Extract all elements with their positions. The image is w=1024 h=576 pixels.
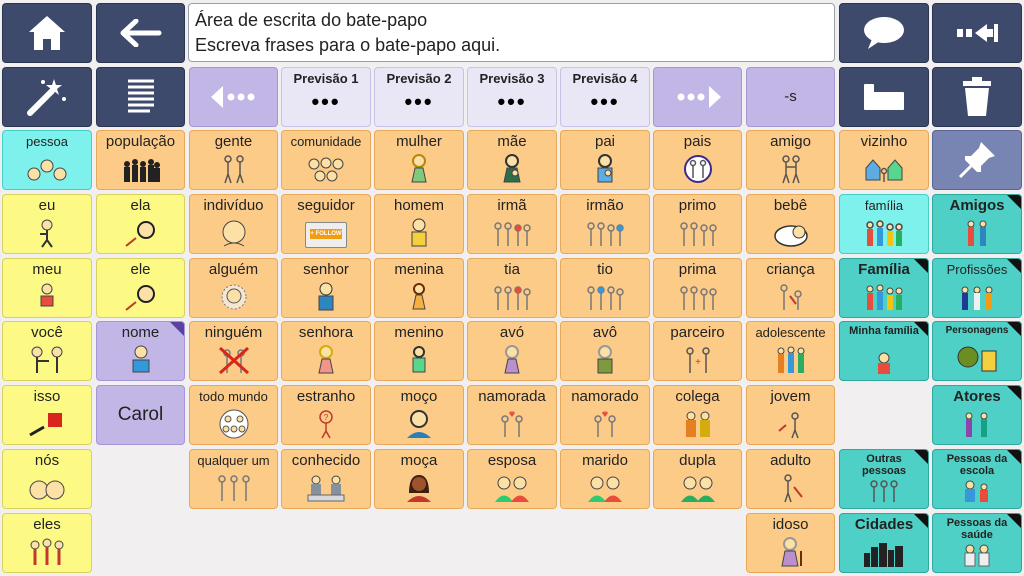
folder-amigos-label: Amigos — [949, 197, 1005, 214]
cell-irmao[interactable] — [560, 194, 650, 254]
folder-atores-label: Atores — [953, 388, 1001, 405]
colleagues-icon — [681, 409, 715, 439]
child-icon — [774, 282, 808, 312]
cell-comunidade-label: comunidade — [290, 134, 362, 149]
pin-button[interactable] — [932, 130, 1022, 190]
cell-eles-label: eles — [33, 516, 61, 533]
cell-tia[interactable] — [467, 258, 557, 318]
cell-ele[interactable] — [96, 258, 185, 318]
acquaintance-icon — [306, 473, 346, 503]
sister-family-icon — [492, 218, 532, 248]
cell-isso-label: isso — [33, 388, 61, 405]
folder-corner-icon — [914, 259, 928, 273]
nobody-crossed-icon — [217, 345, 251, 375]
cell-primo-label: primo — [678, 197, 717, 214]
cell-mulher-label: mulher — [396, 133, 442, 150]
folder-corner-icon — [1007, 450, 1021, 464]
cell-nome-label: nome — [121, 324, 160, 341]
cell-menina[interactable] — [374, 258, 464, 318]
neighbor-houses-icon — [864, 154, 904, 184]
lady-icon — [314, 345, 338, 375]
cell-primo[interactable] — [653, 194, 742, 254]
school-people-icon — [960, 479, 994, 503]
cell-colega[interactable] — [653, 385, 742, 445]
cell-seguidor[interactable] — [281, 194, 371, 254]
cell-senhor-label: senhor — [303, 261, 349, 278]
cell-alguem-label: alguém — [208, 261, 259, 278]
two-faces-icon — [27, 477, 67, 503]
cell-nome[interactable] — [96, 321, 185, 381]
cell-parceiro-label: parceiro — [670, 324, 725, 341]
boyfriend-icon — [588, 409, 622, 439]
cell-vizinho[interactable] — [839, 130, 929, 190]
cell-comunidade[interactable] — [281, 130, 371, 190]
folder-profissoes[interactable] — [932, 258, 1022, 318]
partner-icon — [681, 345, 715, 375]
cell-moca[interactable] — [374, 449, 464, 509]
prediction-1-dots: ••• — [311, 89, 341, 114]
point-girl-icon — [124, 218, 158, 248]
folder-outras-pessoas-label: Outras pessoas — [861, 453, 907, 477]
chat-area-title: Área de escrita do bate-papo — [195, 10, 428, 30]
cell-ninguem[interactable] — [189, 321, 278, 381]
delete-button[interactable] — [932, 67, 1022, 127]
cell-meu[interactable] — [2, 258, 92, 318]
cell-familia-label: família — [864, 198, 904, 213]
folder-corner-icon — [914, 450, 928, 464]
girl-icon — [407, 282, 431, 312]
cell-meu-label: meu — [32, 261, 62, 278]
folder-familia[interactable] — [839, 258, 929, 318]
cell-homem-label: homem — [393, 197, 445, 214]
magic-wand-button[interactable] — [2, 67, 92, 127]
cell-seguidor-label: seguidor — [297, 197, 355, 214]
cell-qualquer-um-label: qualquer um — [197, 453, 270, 468]
young-person-icon — [776, 409, 806, 439]
name-tag-person-icon — [127, 345, 155, 375]
parents-circle-icon — [683, 154, 713, 184]
cell-pais-label: pais — [683, 133, 712, 150]
person-holding-icon — [34, 282, 60, 312]
bald-head-icon — [220, 218, 248, 248]
backspace-button[interactable] — [932, 3, 1022, 63]
cell-todo-mundo-label: todo mundo — [199, 389, 268, 404]
folder-corner-icon — [1007, 195, 1021, 209]
uncle-family-icon — [585, 282, 625, 312]
folder-profissoes-label: Profissões — [946, 262, 1008, 277]
cell-eu-label: eu — [38, 197, 56, 214]
prediction-2-dots: ••• — [404, 89, 434, 114]
cell-adolescente-label: adolescente — [755, 325, 826, 340]
cell-familia[interactable] — [839, 194, 929, 254]
girlfriend-icon — [495, 409, 529, 439]
cell-gente-label: gente — [214, 133, 253, 150]
cell-esposa[interactable] — [467, 449, 557, 509]
cell-senhora[interactable] — [281, 321, 371, 381]
cell-isso[interactable] — [2, 385, 92, 445]
svg-text:+: + — [694, 357, 701, 368]
cell-carol[interactable] — [96, 385, 185, 445]
friends-folder-icon — [962, 218, 992, 248]
pair-icon — [678, 473, 718, 503]
point-at-object-icon — [28, 409, 66, 439]
prediction-3-label: Previsão 3 — [479, 71, 545, 86]
cell-avo-m[interactable] — [560, 321, 650, 381]
cell-carol-label: Carol — [117, 404, 164, 425]
cell-irmao-label: irmão — [586, 197, 624, 214]
cell-mae[interactable] — [467, 130, 557, 190]
folder-personagens-label: Personagens — [945, 325, 1009, 336]
group-people-icon — [27, 537, 67, 567]
my-family-icon — [873, 351, 895, 375]
cell-ninguem-label: ninguém — [204, 324, 263, 341]
cell-namorada-label: namorada — [478, 388, 546, 405]
man-icon — [407, 218, 431, 248]
folder-minha-familia[interactable] — [839, 321, 929, 381]
cell-avo-m-label: avô — [592, 324, 618, 341]
someone-face-icon — [219, 282, 249, 312]
text-lines-icon — [126, 78, 156, 116]
suffix-s-button[interactable] — [746, 67, 835, 127]
cell-senhor[interactable] — [281, 258, 371, 318]
cell-amigo[interactable] — [746, 130, 835, 190]
cell-marido[interactable] — [560, 449, 650, 509]
home-icon — [27, 14, 67, 52]
cell-adolescente[interactable] — [746, 321, 835, 381]
cell-mulher[interactable] — [374, 130, 464, 190]
cell-irma[interactable] — [467, 194, 557, 254]
pin-icon — [957, 140, 997, 180]
cousin-family-icon — [678, 218, 718, 248]
cell-voce[interactable] — [2, 321, 92, 381]
stranger-icon — [314, 409, 338, 439]
cell-bebe-label: bebê — [773, 197, 808, 214]
cell-prima[interactable] — [653, 258, 742, 318]
prediction-1-label: Previsão 1 — [293, 71, 359, 86]
prediction-1[interactable] — [281, 67, 371, 127]
cell-ela[interactable] — [96, 194, 185, 254]
folder-cidades[interactable] — [839, 513, 929, 573]
community-faces-icon — [306, 156, 346, 184]
cell-ele-label: ele — [130, 261, 151, 278]
folder-pessoas-saude[interactable] — [932, 513, 1022, 573]
cell-vizinho-label: vizinho — [860, 133, 908, 150]
person-pointing-self-icon — [34, 218, 60, 248]
cell-tio[interactable] — [560, 258, 650, 318]
keyboard-icon — [861, 83, 907, 111]
folder-pessoas-escola-label: Pessoas da escola — [946, 453, 1008, 477]
cell-menino[interactable] — [374, 321, 464, 381]
professions-icon — [957, 282, 997, 312]
cell-crianca-label: criança — [766, 261, 815, 278]
cell-amigo-label: amigo — [770, 133, 811, 150]
cell-eles[interactable] — [2, 513, 92, 573]
cell-todo-mundo[interactable] — [189, 385, 278, 445]
cell-esposa-label: esposa — [487, 452, 537, 469]
prediction-4-label: Previsão 4 — [572, 71, 638, 86]
cell-crianca[interactable] — [746, 258, 835, 318]
cell-gente[interactable] — [189, 130, 278, 190]
prediction-next-button[interactable] — [653, 67, 742, 127]
back-button[interactable] — [96, 3, 185, 63]
folder-personagens[interactable] — [932, 321, 1022, 381]
folder-pessoas-saude-label: Pessoas da saúde — [946, 517, 1008, 541]
brother-family-icon — [585, 218, 625, 248]
folder-minha-familia-label: Minha família — [849, 325, 919, 337]
crowd-silhouette-icon — [121, 156, 161, 184]
cell-colega-label: colega — [675, 388, 720, 405]
cell-avo-f[interactable] — [467, 321, 557, 381]
keyboard-button[interactable] — [839, 67, 929, 127]
husband-icon — [585, 473, 625, 503]
cell-moco-label: moço — [400, 388, 438, 405]
prediction-2[interactable] — [374, 67, 464, 127]
cell-dupla-label: dupla — [679, 452, 716, 469]
family-folder-icon — [864, 282, 904, 312]
young-man-icon — [405, 409, 433, 439]
actors-icon — [960, 409, 994, 439]
cell-prima-label: prima — [678, 261, 717, 278]
magic-wand-icon — [26, 77, 68, 117]
elderly-icon — [776, 537, 806, 567]
father-baby-icon — [592, 154, 618, 184]
cell-alguem[interactable] — [189, 258, 278, 318]
cell-menina-label: menina — [394, 261, 444, 278]
mother-baby-icon — [499, 154, 525, 184]
cell-mae-label: mãe — [497, 133, 527, 150]
everyone-circle-icon — [216, 409, 252, 439]
wife-icon — [492, 473, 532, 503]
svg-text:?: ? — [323, 413, 329, 422]
cell-conhecido-label: conhecido — [291, 452, 361, 469]
baby-icon — [773, 220, 809, 248]
anyone-icon — [214, 473, 254, 503]
teenagers-icon — [773, 345, 809, 375]
folder-familia-label: Família — [858, 261, 910, 278]
cell-pais[interactable] — [653, 130, 742, 190]
suffix-s-label: -s — [784, 88, 797, 105]
cell-pai-label: pai — [594, 133, 616, 150]
cell-jovem-label: jovem — [770, 388, 811, 405]
folder-corner-icon — [170, 322, 184, 336]
aunt-family-icon — [492, 282, 532, 312]
folder-atores[interactable] — [932, 385, 1022, 445]
text-view-button[interactable] — [96, 67, 185, 127]
cell-populacao-label: população — [105, 133, 176, 150]
cell-adulto[interactable] — [746, 449, 835, 509]
cell-marido-label: marido — [582, 452, 628, 469]
folder-corner-icon — [1007, 386, 1021, 400]
cell-pessoa-label: pessoa — [26, 134, 68, 149]
back-arrow-icon — [120, 19, 162, 47]
cell-parceiro[interactable] — [653, 321, 742, 381]
grandmother-icon — [500, 345, 524, 375]
cell-nos[interactable] — [2, 449, 92, 509]
female-cousin-icon — [678, 282, 718, 312]
prediction-prev-button[interactable] — [189, 67, 278, 127]
speech-bubble-icon — [862, 15, 906, 51]
home-button[interactable] — [2, 3, 92, 63]
cell-idoso[interactable] — [746, 513, 835, 573]
folder-corner-icon — [914, 514, 928, 528]
cell-jovem[interactable] — [746, 385, 835, 445]
cell-ela-label: ela — [130, 197, 151, 214]
cell-moco[interactable] — [374, 385, 464, 445]
cell-voce-label: você — [31, 324, 63, 341]
cell-namorado[interactable] — [560, 385, 650, 445]
gentleman-icon — [314, 282, 338, 312]
folder-corner-icon — [1007, 322, 1021, 336]
chat-input-area[interactable] — [188, 3, 835, 62]
folder-corner-icon — [1007, 514, 1021, 528]
cell-tia-label: tia — [504, 261, 520, 278]
young-woman-icon — [405, 473, 433, 503]
prediction-2-label: Previsão 2 — [386, 71, 452, 86]
boy-icon — [407, 345, 431, 375]
cell-senhora-label: senhora — [298, 324, 354, 341]
two-people-pointing-icon — [27, 345, 67, 375]
cell-irma-label: irmã — [497, 197, 527, 214]
cell-estranho[interactable] — [281, 385, 371, 445]
cell-idoso-label: idoso — [772, 516, 809, 533]
cell-conhecido[interactable] — [281, 449, 371, 509]
health-people-icon — [960, 543, 994, 567]
cell-tio-label: tio — [597, 261, 613, 278]
prediction-3[interactable] — [467, 67, 557, 127]
characters-icon — [956, 343, 998, 375]
cell-nos-label: nós — [34, 452, 60, 469]
chat-area-hint: Escreva frases para o bate-papo aqui. — [195, 35, 501, 55]
folder-corner-icon — [1007, 259, 1021, 273]
folder-cidades-label: Cidades — [854, 516, 914, 533]
city-skyline-icon — [862, 541, 906, 567]
speak-button[interactable] — [839, 3, 929, 63]
folder-amigos[interactable] — [932, 194, 1022, 254]
folder-corner-icon — [914, 322, 928, 336]
cell-namorado-label: namorado — [571, 388, 639, 405]
other-people-icon — [867, 479, 901, 503]
family-group-icon — [864, 218, 904, 248]
trash-icon — [961, 77, 993, 117]
cell-bebe[interactable] — [746, 194, 835, 254]
cell-dupla[interactable] — [653, 449, 742, 509]
people-stick-icon — [219, 154, 249, 184]
cell-namorada[interactable] — [467, 385, 557, 445]
woman-icon — [407, 154, 431, 184]
prediction-4[interactable] — [560, 67, 650, 127]
friends-icon — [776, 154, 806, 184]
cell-eu[interactable] — [2, 194, 92, 254]
cell-qualquer-um[interactable] — [189, 449, 278, 509]
grandfather-icon — [593, 345, 617, 375]
folder-pessoas-escola[interactable] — [932, 449, 1022, 509]
group-faces-icon — [26, 154, 68, 184]
cell-individuo-label: indivíduo — [203, 197, 264, 214]
arrow-left-dots-icon — [209, 84, 259, 110]
cell-avo-f-label: avó — [499, 324, 525, 341]
arrow-right-dots-icon — [673, 84, 723, 110]
cell-individuo[interactable] — [189, 194, 278, 254]
cell-adulto-label: adulto — [770, 452, 811, 469]
prediction-3-dots: ••• — [497, 89, 527, 114]
cell-pessoa[interactable] — [2, 130, 92, 190]
cell-moca-label: moça — [400, 452, 438, 469]
cell-menino-label: menino — [394, 324, 444, 341]
backspace-icon — [955, 22, 999, 44]
cell-populacao[interactable] — [96, 130, 185, 190]
follow-badge: + FOLLOW — [310, 231, 342, 237]
cell-homem[interactable] — [374, 194, 464, 254]
point-boy-icon — [124, 282, 158, 312]
folder-outras-pessoas[interactable] — [839, 449, 929, 509]
cell-estranho-label: estranho — [296, 388, 356, 405]
follow-screen-icon — [305, 222, 347, 248]
adult-icon — [776, 473, 806, 503]
prediction-4-dots: ••• — [590, 89, 620, 114]
cell-pai[interactable] — [560, 130, 650, 190]
